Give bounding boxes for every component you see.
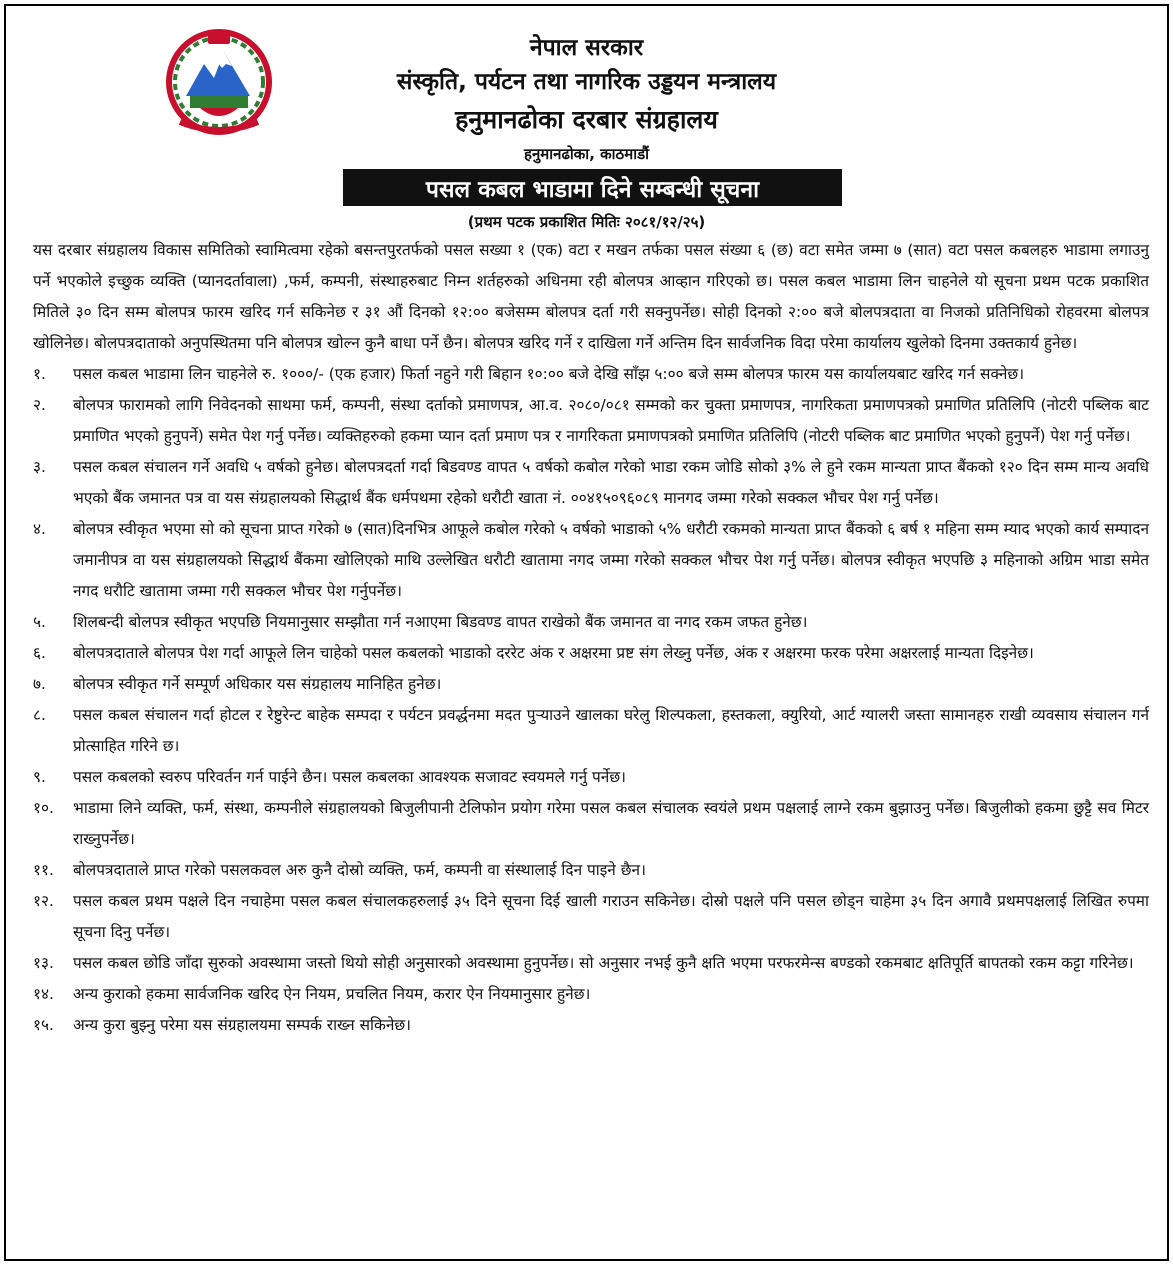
notice-page	[4, 4, 1169, 1261]
intro-paragraph: यस दरबार संग्रहालय विकास समितिको स्वामित्वमा रहेको बसन्तपुरतर्फको पसल सख्या १ (एक) वटा र मखन तर्फका पसल संख्या ६ (छ) वटा समेत जम्मा ७ (सात) वटा पसल कबलहरु भाडामा लगाउनु पर्ने भएकोले इच्छुक व्यक्ति (प्यानदर्तावाला) ,फर्म, कम्पनी, संस्थाहरुबाट निम्न शर्तहरुको अधिनमा रही बोलपत्र आव्हान गरिएको छ। पसल कबल भाडामा लिन चाहनेले यो सूचना प्रथम पटक प्रकाशित मितिले ३० दिन सम्म बोलपत्र फारम खरिद गर्न सकिनेछ र ३१ औं दिनको १२:०० बजेसम्म बोलपत्र दर्ता गरी सक्नुपर्नेछ। सोही दिनको २:०० बजे बोलपत्रदाता वा निजको प्रतिनिधिको रोहवरमा बोलपत्र खोलिनेछ। बोलपत्रदाताको अनुपस्थितमा पनि बोलपत्र खोल्न कुनै बाधा पर्ने छैन। बोलपत्र खरिद गर्ने र दाखिला गर्ने अन्तिम दिन सार्वजनिक विदा परेमा कार्यालय खुलेको दिनमा उक्तकार्य हुनेछ।	[33, 241, 1149, 352]
item-number: १५.	[33, 1016, 54, 1034]
list-item	[33, 359, 1149, 390]
item-number: १४.	[33, 985, 54, 1003]
item-number: ७.	[33, 675, 46, 693]
location-heading: हनुमानढोका, काठमाडौं	[523, 145, 649, 163]
list-item	[33, 390, 1149, 452]
item-number: ९.	[33, 768, 46, 786]
list-item	[33, 979, 1149, 1010]
notice-title: पसल कबल भाडामा दिने सम्बन्धी सूचना	[343, 169, 842, 206]
item-number: २.	[33, 396, 46, 414]
item-text: पसल कबलको स्वरुप परिवर्तन गर्न पाईने छैन। पसल कबलका आवश्यक सजावट स्वयमले गर्नु पर्नेछ।	[73, 768, 626, 786]
list-item	[33, 452, 1149, 514]
ministry-heading: संस्कृति, पर्यटन तथा नागरिक उड्डयन मन्त्रालय	[396, 69, 777, 95]
item-text: पसल कबल छोडि जाँदा सुरुको अवस्थामा जस्तो थियो सोही अनुसारको अवस्थामा हुनुपर्नेछ। सो अनुसार नभई कुनै क्षति भएमा परफरमेन्स बण्डको रकमबाट क्षतिपूर्ति बापतको रकम कट्टा गरिनेछ।	[73, 954, 1134, 972]
list-item	[33, 948, 1149, 979]
item-text: अन्य कुरा बुझ्नु परेमा यस संग्रहालयमा सम्पर्क राख्न सकिनेछ।	[73, 1016, 411, 1034]
government-heading: नेपाल सरकार	[529, 35, 644, 61]
list-item	[33, 514, 1149, 607]
item-number: ४.	[33, 520, 46, 538]
item-text: पसल कबल संचालन गर्दा होटल र रेष्टुरेन्ट बाहेक सम्पदा र पर्यटन प्रवर्द्धनमा मदत पुर्‍याउने खालका घरेलु शिल्पकला, हस्तकला, क्युरियो, आर्ट ग्यालरी जस्ता सामानहरु राखी व्यवसाय संचालन गर्न प्रोत्साहित गरिने छ।	[73, 706, 1149, 755]
item-number: १०.	[33, 799, 54, 817]
item-text: पसल कबल प्रथम पक्षले दिन नचाहेमा पसल कबल संचालकहरुलाई ३५ दिने सूचना दिई खाली गराउन सकिनेछ। दोस्रो पक्षले पनि पसल छोड्न चाहेमा ३५ दिन अगावै प्रथमपक्षलाई लिखित रुपमा सूचना दिनु पर्नेछ।	[73, 892, 1149, 941]
item-number: १३.	[33, 954, 54, 972]
museum-heading: हनुमानढोका दरबार संग्रहालय	[455, 105, 718, 134]
list-item	[33, 1010, 1149, 1041]
item-number: १२.	[33, 892, 54, 910]
published-date: (प्रथम पटक प्रकाशित मितिः २०८१/१२/२५)	[467, 213, 706, 231]
item-number: ११.	[33, 861, 54, 879]
list-item	[33, 762, 1149, 793]
item-number: ८.	[33, 706, 46, 724]
conditions-list	[33, 359, 1149, 1041]
item-number: ६.	[33, 644, 46, 662]
item-text: अन्य कुराको हकमा सार्वजनिक खरिद ऐन नियम, प्रचलित नियम, करार ऐन नियमानुसार हुनेछ।	[73, 985, 591, 1003]
item-text: बोलपत्र स्वीकृत गर्ने सम्पूर्ण अधिकार यस संग्रहालय मानिहित हुनेछ।	[73, 675, 442, 693]
item-text: पसल कबल संचालन गर्ने अवधि ५ वर्षको हुनेछ। बोलपत्रदर्ता गर्दा बिडवण्ड वापत ५ वर्षको कबोल गरेको भाडा रकम जोडि सोको ३% ले हुने रकम मान्यता प्राप्त बैंकको १२० दिन सम्म मान्य अवधि भएको बैंक जमानत पत्र वा यस संग्रहालयको सिद्धार्थ बैंक धर्मपथमा रहेको धरौटी खाता नं. ००४१५०९६०८९ मानगद जम्मा गरेको सक्कल भौचर पेश गर्नु पर्नेछ।	[73, 458, 1149, 507]
item-text: शिलबन्दी बोलपत्र स्वीकृत भएपछि नियमानुसार सम्झौता गर्न नआएमा बिडवण्ड वापत राखेको बैंक जमानत वा नगद रकम जफत हुनेछ।	[73, 613, 808, 631]
item-text: बोलपत्र फारामको लागि निवेदनको साथमा फर्म, कम्पनी, संस्था दर्ताको प्रमाणपत्र, आ.व. २०८०/०८१ सम्मको कर चुक्ता प्रमाणपत्र, नागरिकता प्रमाणपत्रको प्रमाणित प्रतिलिपि (नोटरी पब्लिक बाट प्रमाणित भएको हुनुपर्ने) समेत पेश गर्नु पर्नेछ। व्यक्तिहरुको हकमा प्यान दर्ता प्रमाण पत्र र नागरिकता प्रमाणपत्रको प्रमाणित प्रतिलिपि (नोटरी पब्लिक बाट प्रमाणित भएको हुनुपर्ने) पेश गर्नु पर्नेछ।	[73, 396, 1149, 445]
notice-body	[33, 235, 1149, 1041]
list-item	[33, 607, 1149, 638]
list-item	[33, 793, 1149, 855]
list-item	[33, 638, 1149, 669]
list-item	[33, 855, 1149, 886]
item-text: बोलपत्रदाताले बोलपत्र पेश गर्दा आफूले लिन चाहेको पसल कबलको भाडाको दररेट अंक र अक्षरमा प्रष्ट संग लेख्नु पर्नेछ, अंक र अक्षरमा फरक परेमा अक्षरलाई मान्यता दिइनेछ।	[73, 644, 1034, 662]
list-item	[33, 669, 1149, 700]
item-number: ५.	[33, 613, 46, 631]
item-text: भाडामा लिने व्यक्ति, फर्म, संस्था, कम्पनीले संग्रहालयको बिजुलीपानी टेलिफोन प्रयोग गरेमा पसल कबल संचालक स्वयंले प्रथम पक्षलाई लाग्ने रकम बुझाउनु पर्नेछ। बिजुलीको हकमा छुट्टै सव मिटर राख्नुपर्नेछ।	[73, 799, 1149, 848]
list-item	[33, 700, 1149, 762]
item-text: बोलपत्रदाताले प्राप्त गरेको पसलकवल अरु कुनै दोस्रो व्यक्ति, फर्म, कम्पनी वा संस्थालाई दिन पाइने छैन।	[73, 861, 646, 879]
list-item	[33, 886, 1149, 948]
item-text: पसल कबल भाडामा लिन चाहनेले रु. १०००/- (एक हजार) फिर्ता नहुने गरी बिहान १०:०० बजे देखि साँझ ५:०० बजे सम्म बोलपत्र फारम यस कार्यालयबाट खरिद गर्न सक्नेछ।	[73, 365, 1025, 383]
item-number: ३.	[33, 458, 46, 476]
item-text: बोलपत्र स्वीकृत भएमा सो को सूचना प्राप्त गरेको ७ (सात)दिनभित्र आफूले कबोल गरेको ५ वर्षको भाडाको ५% धरौटी रकमको मान्यता प्राप्त बैंकको ६ बर्ष १ महिना सम्म म्याद भएको कार्य सम्पादन जमानीपत्र वा यस संग्रहालयको सिद्धार्थ बैंकमा खोलिएको माथि उल्लेखित धरौटी खातामा नगद जम्मा गरेको सक्कल भौचर पेश गर्नु पर्नेछ। बोलपत्र स्वीकृत भएपछि ३ महिनाको अग्रिम भाडा समेत नगद धरौटि खातामा जम्मा गरी सक्कल भौचर पेश गर्नुपर्नेछ।	[73, 520, 1149, 600]
item-number: १.	[33, 365, 46, 383]
